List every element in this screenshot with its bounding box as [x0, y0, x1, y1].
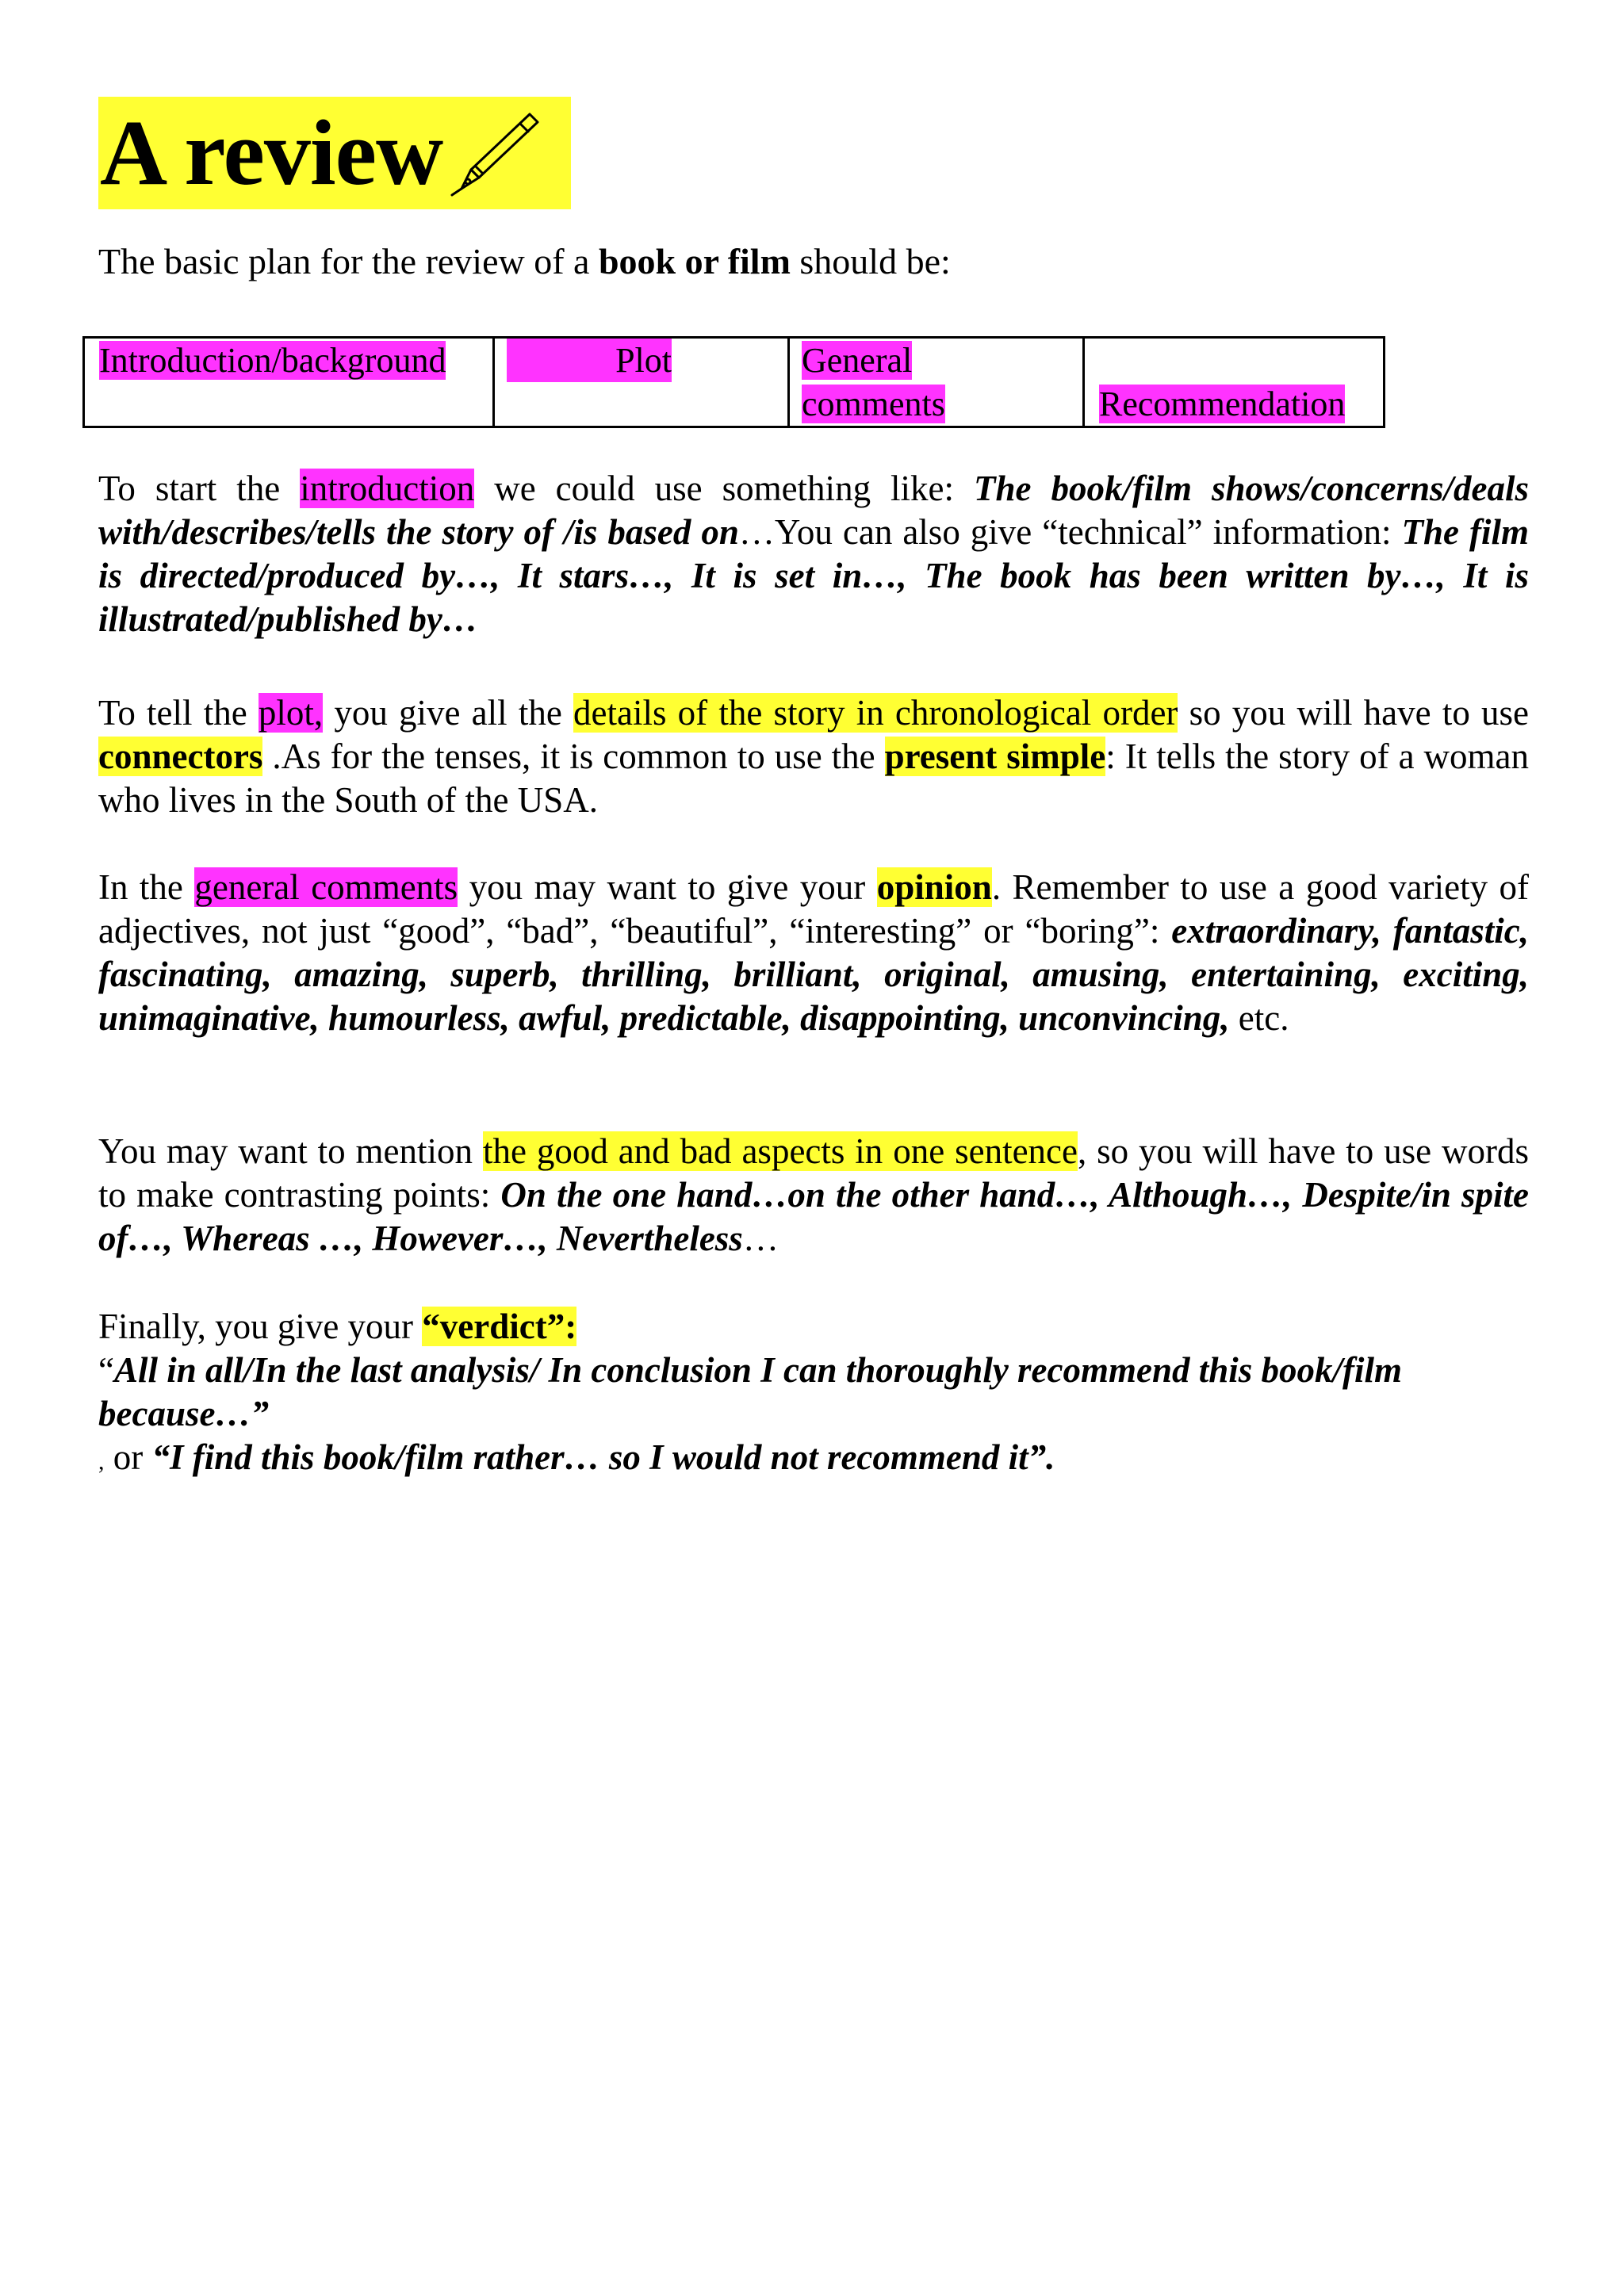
verdict-recommend: All in all/In the last analysis/ In conclusion I can thoroughly recommend this book/film because…” — [98, 1350, 1403, 1433]
intro-text: The basic plan for the review of a — [98, 241, 599, 281]
contrast-examples: On the one hand…on the other hand…, Although…, Despite/in spite of…, Whereas …, However…, Nevertheless — [98, 1175, 1530, 1258]
plan-cell-introduction — [84, 338, 494, 427]
technical-examples: The film is directed/produced by…, It stars…, It is set in…, The book has been written by…, It is illustrated/published by… — [98, 512, 1529, 639]
plan-cell-plot — [494, 338, 789, 427]
text: etc. — [1229, 998, 1289, 1038]
text: or — [104, 1437, 152, 1477]
highlight-plot: plot, — [258, 693, 324, 733]
intro-line — [98, 239, 951, 283]
plan-cell-recommendation — [1084, 338, 1385, 427]
plan-label-plot: Plot — [507, 339, 672, 382]
phrase-examples: The book/film shows/concerns/deals with/describes/tells the story of /is based on — [98, 469, 1530, 552]
text: You may want to mention — [98, 1131, 483, 1171]
highlight-present-simple: present simple — [884, 737, 1106, 776]
verdict-not-recommend: “I find this book/film rather… so I would not recommend it”. — [151, 1437, 1055, 1477]
plan-label-introduction: Introduction/background — [99, 341, 446, 380]
text: “ — [98, 1350, 114, 1390]
title-block — [98, 97, 571, 209]
intro-text-end: should be: — [790, 241, 951, 281]
paragraph-general-comments — [98, 866, 1529, 1040]
text: .As for the tenses, it is common to use the — [262, 737, 885, 776]
text: Finally, you give your — [98, 1307, 423, 1346]
text: In the — [98, 867, 195, 907]
text: . Remember to use a good variety of adjectives, not just “good”, “bad”, “beautiful”, “interesting” or “boring”: — [98, 867, 1530, 951]
highlight-connectors: connectors — [98, 737, 263, 776]
text: : It tells the story of a woman who lives in the South of the USA. — [98, 737, 1529, 820]
highlight-general-comments: general comments — [194, 867, 458, 907]
adjective-list: extraordinary, fantastic, fascinating, amazing, superb, thrilling, brilliant, original, amusing, entertaining, exciting, unimaginative, humourless, awful, predictable, disappointing, unconvincing, — [98, 911, 1529, 1038]
text: , so you will have to use words to make contrasting points: — [98, 1131, 1529, 1215]
plan-table — [82, 336, 1385, 428]
text: so you will have to use — [1178, 693, 1529, 733]
highlight-introduction: introduction — [300, 469, 475, 508]
plan-cell-general-comments — [789, 338, 1084, 427]
plan-label-recommendation: Recommendation — [1099, 385, 1346, 423]
text: we could use something like: — [474, 469, 975, 508]
paragraph-introduction — [98, 467, 1529, 641]
page-title: A review — [100, 101, 443, 205]
highlight-verdict: “verdict”: — [422, 1307, 577, 1346]
text: To tell the — [98, 693, 259, 733]
intro-bold: book or film — [598, 241, 791, 281]
paragraph-contrast — [98, 1130, 1529, 1261]
plan-label-comments: comments — [802, 385, 945, 423]
pen-icon — [444, 109, 539, 197]
paragraph-verdict — [98, 1305, 1529, 1483]
text: …You can also give “technical” information: — [738, 512, 1402, 552]
highlight-details: details of the story in chronological order — [573, 693, 1178, 733]
paragraph-plot — [98, 691, 1529, 822]
plan-table-row — [84, 338, 1385, 427]
text: To start the — [98, 469, 301, 508]
highlight-good-bad: the good and bad aspects in one sentence — [482, 1131, 1078, 1171]
plan-label-general: General — [802, 341, 913, 380]
text: you give all the — [323, 693, 574, 733]
text: you may want to give your — [458, 867, 877, 907]
text: , — [98, 1448, 105, 1475]
highlight-opinion: opinion — [876, 867, 992, 907]
text: … — [742, 1219, 779, 1258]
